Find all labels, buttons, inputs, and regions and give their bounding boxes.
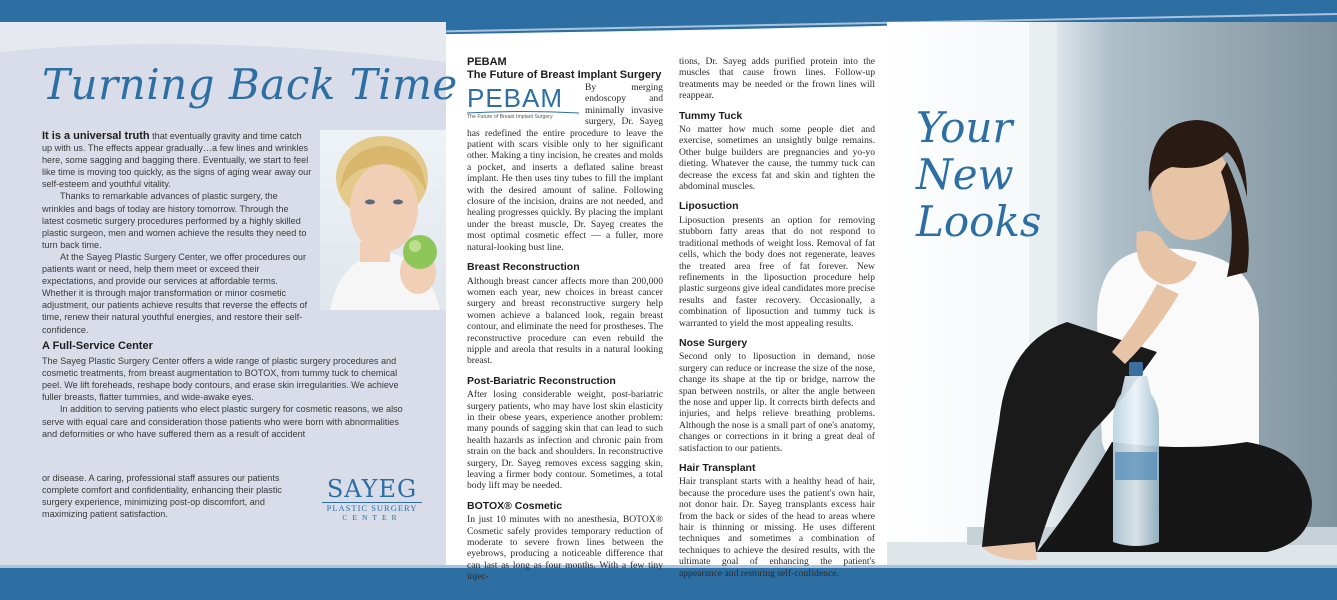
column-2 — [679, 22, 875, 579]
sayeg-logo-name: SAYEG — [326, 475, 418, 503]
botox-heading: BOTOX® Cosmetic — [467, 499, 563, 512]
pebam-paragraph — [467, 82, 663, 253]
right-title-line-2: New — [916, 150, 1014, 199]
left-intro — [42, 130, 312, 336]
sayeg-logo-sub1: PLASTIC SURGERY — [322, 502, 422, 513]
right-title-line-1: Your — [916, 103, 1013, 152]
full-service-para-2: In addition to serving patients who elect plastic surgery for cosmetic reasons, we also serve with equal care and consideration those patients who were born with abnormalities and deformities or who have suffered them as a result of accident — [42, 404, 403, 439]
liposuction-text: Liposuction presents an option for removing stubborn fatty areas that do not respond to traditional methods of weight loss. Removal of fat cells, which the body does not regenerate, leaves the treated area free of fat forever. New refinements in the liposuction procedure help plastic surgeons give ideal candidates more precise results and faster recovery. Occasionally, a combination of liposuction and tummy tuck is warranted to yield the most appealing results. — [679, 214, 875, 329]
breast-reconstruction-heading: Breast Reconstruction — [467, 261, 580, 274]
column-1 — [467, 22, 663, 583]
left-title: Turning Back Time — [42, 60, 458, 109]
intro-text: that eventually gravity and time catch up with us. The effects appear gradually…a few lines and wrinkles here, some sagging and bagging there. Eventually, we start to feel like time is moving too quickly, as the signs of aging wear away our self-esteem and youthful vitality. — [42, 131, 312, 190]
full-service-heading: A Full-Service Center — [42, 340, 153, 352]
bottom-band — [0, 565, 1337, 600]
sayeg-logo-sub2: CENTER — [342, 513, 402, 522]
breast-reconstruction-text: Although breast cancer affects more than 200,000 women each year, new choices in breast cancer surgery and breast reconstructive surgery help women achieve a balanced look, regain breast contour, and eliminate the need for prostheses. The reconstructive procedure can even rebuild the nipple and areola that results in a natural looking breast. — [467, 275, 663, 367]
post-bariatric-text: After losing considerable weight, post-bariatric surgery patients, who may have lost skin elasticity in their obese years, experience another problem: many pounds of sagging skin that can lead to such health hazards as infection and chronic pain from strain on the back and shoulders. In reconstructive surgery, Dr. Sayeg removes excess sagging skin, leaving a firmer body contour. Sometimes, a total body lift may be needed. — [467, 389, 663, 492]
right-title — [916, 104, 1041, 245]
tummy-tuck-heading: Tummy Tuck — [679, 109, 743, 122]
intro-para-3: At the Sayeg Plastic Surgery Center, we offer procedures our patients want or need, help them meet or exceed their expectations, and provide our services at affordable terms. Whether it is through major transformation or minor cosmetic adjustment, our patients achieve results that reverse the effects of time, renew their natural youthful energies, and restore their self-confidence. — [42, 251, 308, 335]
sayeg-logo — [322, 477, 422, 522]
liposuction-heading: Liposuction — [679, 200, 739, 213]
tummy-tuck-text: No matter how much some people diet and exercise, sometimes an unsightly bulge remains. Other bulge builders are pregnancies and yo-yo dieting. Whatever the cause, the tummy tuck can decrease the excess fat and skin and tighten the abdominal muscles. — [679, 124, 875, 193]
nose-surgery-text: Second only to liposuction in demand, nose surgery can reduce or increase the size of the nose, change its shape at the tip or bridge, narrow the span between nostrils, or alter the angle between the nose and upper lip. It corrects birth defects and injuries, and helps relieve breathing problems. Although the nose is a small part of one's anatomy, changes or corrections in it bring a great deal of satisfaction to our patients. — [679, 351, 875, 454]
intro-lead: It is a universal truth — [42, 130, 150, 142]
woman-apple-photo — [320, 130, 446, 310]
pebam-logo-sub: The Future of Breast Implant Surgery — [467, 114, 553, 120]
full-service-section — [42, 340, 404, 440]
intro-para-2: Thanks to remarkable advances of plastic surgery, the wrinkles and bags of today are history tomorrow. Through the latest cosmetic surgery procedures performed by a highly skilled plastic surgeon, men and women achieve the results they need to turn back time. — [42, 191, 307, 250]
hair-transplant-text: Hair transplant starts with a healthy head of hair, because the procedure uses the patient's own hair, not donor hair. Dr. Sayeg transplants excess hair from the back or sides of the head to areas where hair is thinning or missing. He uses different techniques and sometimes a combination of techniques to achieve the desired results, with the ultimate goal of enhancing the patient's appearance and restoring self-confidence. — [679, 476, 875, 579]
pebam-logo-name: PEBAM — [467, 83, 564, 113]
full-service-para-1: The Sayeg Plastic Surgery Center offers a wide range of plastic surgery procedures and cosmetic treatments, from breast augmentation to BOTOX, from tummy tuck to chemical peel. We lift foreheads, reshape body contours, and erase skin irregularities. We achieve fuller breasts, flatter tummies, and wide-awake eyes. — [42, 356, 399, 403]
botox-text: In just 10 minutes with no anesthesia, BOTOX® Cosmetic safely provides temporary reduction of moderate to severe frown lines between the eyebrows, producing a noticeable difference that can last as long as four months. With a few tiny injec- — [467, 514, 663, 583]
post-bariatric-heading: Post-Bariatric Reconstruction — [467, 374, 616, 387]
pebam-subtitle: The Future of Breast Implant Surgery — [467, 69, 662, 81]
pebam-text: By merging endoscopy and minimally invasive surgery, Dr. Sayeg has redefined the entire procedure to leave the patient with scars visible only to her significant other. Making a tiny incision, he creates and molds a pocket, and inserts a deflated saline breast implant. He then uses tiny tubes to fill the implant with the desired amount of saline. Following closure of the incision, drains are not needed, and healing progresses quickly. By placing the implant under the breast muscle, Dr. Sayeg creates the most optimal cosmetic effect — a fuller, more natural-looking bust line. — [467, 82, 663, 253]
hair-transplant-heading: Hair Transplant — [679, 462, 756, 474]
full-service-para-3: or disease. A caring, professional staff assures our patients complete comfort and confidentiality, enhancing their plastic surgery experience, minimizing post-op discomfort, and maximizing patient satisfaction. — [42, 473, 282, 520]
botox-continued-text: tions, Dr. Sayeg adds purified protein into the muscles that cause frown lines. Follow-up treatments may be needed or the frown lines will reappear. — [679, 56, 875, 102]
pebam-title: PEBAM — [467, 56, 507, 68]
right-title-line-3: Looks — [916, 197, 1042, 246]
nose-surgery-heading: Nose Surgery — [679, 336, 748, 349]
pebam-logo — [467, 85, 579, 121]
